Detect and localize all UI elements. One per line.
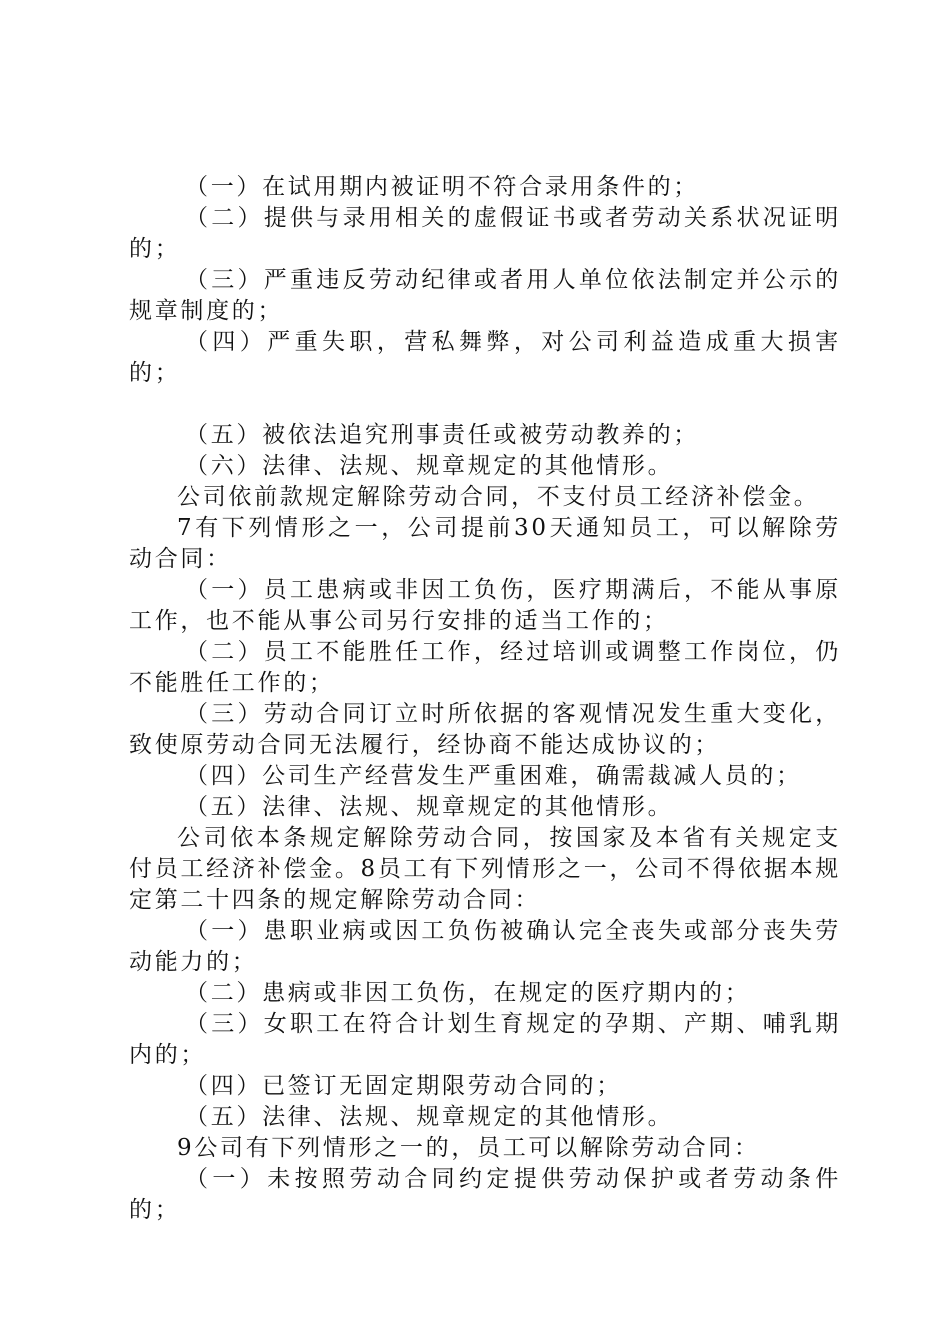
paragraph-item-1: （一）在试用期内被证明不符合录用条件的； <box>185 174 699 200</box>
paragraph-rule-note: 公司依前款规定解除劳动合同，不支付员工经济补偿金。 <box>177 484 820 510</box>
paragraph-item-7-2: （二）员工不能胜任工作，经过培训或调整工作岗位，仍不能胜任工作的； <box>129 639 841 696</box>
paragraph-item-9-1: （一）未按照劳动合同约定提供劳动保护或者劳动条件的； <box>129 1166 841 1223</box>
document-body <box>129 172 841 1226</box>
paragraph-article-9: 9公司有下列情形之一的，员工可以解除劳动合同： <box>177 1135 760 1161</box>
paragraph-spacer <box>129 389 841 420</box>
paragraph-item-5: （五）被依法追究刑事责任或被劳动教养的； <box>185 422 699 448</box>
paragraph-item-3: （三）严重违反劳动纪律或者用人单位依法制定并公示的规章制度的； <box>129 267 841 324</box>
paragraph-item-8-5: （五）法律、法规、规章规定的其他情形。 <box>185 1104 674 1130</box>
paragraph-item-8-4: （四）已签订无固定期限劳动合同的； <box>185 1073 622 1099</box>
paragraph-article-8: 公司依本条规定解除劳动合同，按国家及本省有关规定支付员工经济补偿金。8员工有下列情形之一，公司不得依据本规定第二十四条的规定解除劳动合同： <box>129 825 841 913</box>
paragraph-item-6: （六）法律、法规、规章规定的其他情形。 <box>185 453 674 479</box>
paragraph-item-4: （四）严重失职，营私舞弊，对公司利益造成重大损害的； <box>129 329 841 386</box>
paragraph-item-8-2: （二）患病或非因工负伤，在规定的医疗期内的； <box>185 980 751 1006</box>
paragraph-article-7: 7有下列情形之一，公司提前30天通知员工，可以解除劳动合同： <box>129 515 841 572</box>
paragraph-item-8-3: （三）女职工在符合计划生育规定的孕期、产期、哺乳期内的； <box>129 1011 841 1068</box>
paragraph-item-8-1: （一）患职业病或因工负伤被确认完全丧失或部分丧失劳动能力的； <box>129 918 841 975</box>
paragraph-item-2: （二）提供与录用相关的虚假证书或者劳动关系状况证明的； <box>129 205 841 262</box>
paragraph-item-7-1: （一）员工患病或非因工负伤，医疗期满后，不能从事原工作，也不能从事公司另行安排的适当工作的； <box>129 577 841 634</box>
paragraph-item-7-5: （五）法律、法规、规章规定的其他情形。 <box>185 794 674 820</box>
paragraph-item-7-3: （三）劳动合同订立时所依据的客观情况发生重大变化，致使原劳动合同无法履行，经协商不能达成协议的； <box>129 701 841 758</box>
paragraph-item-7-4: （四）公司生产经营发生严重困难，确需裁减人员的； <box>185 763 802 789</box>
